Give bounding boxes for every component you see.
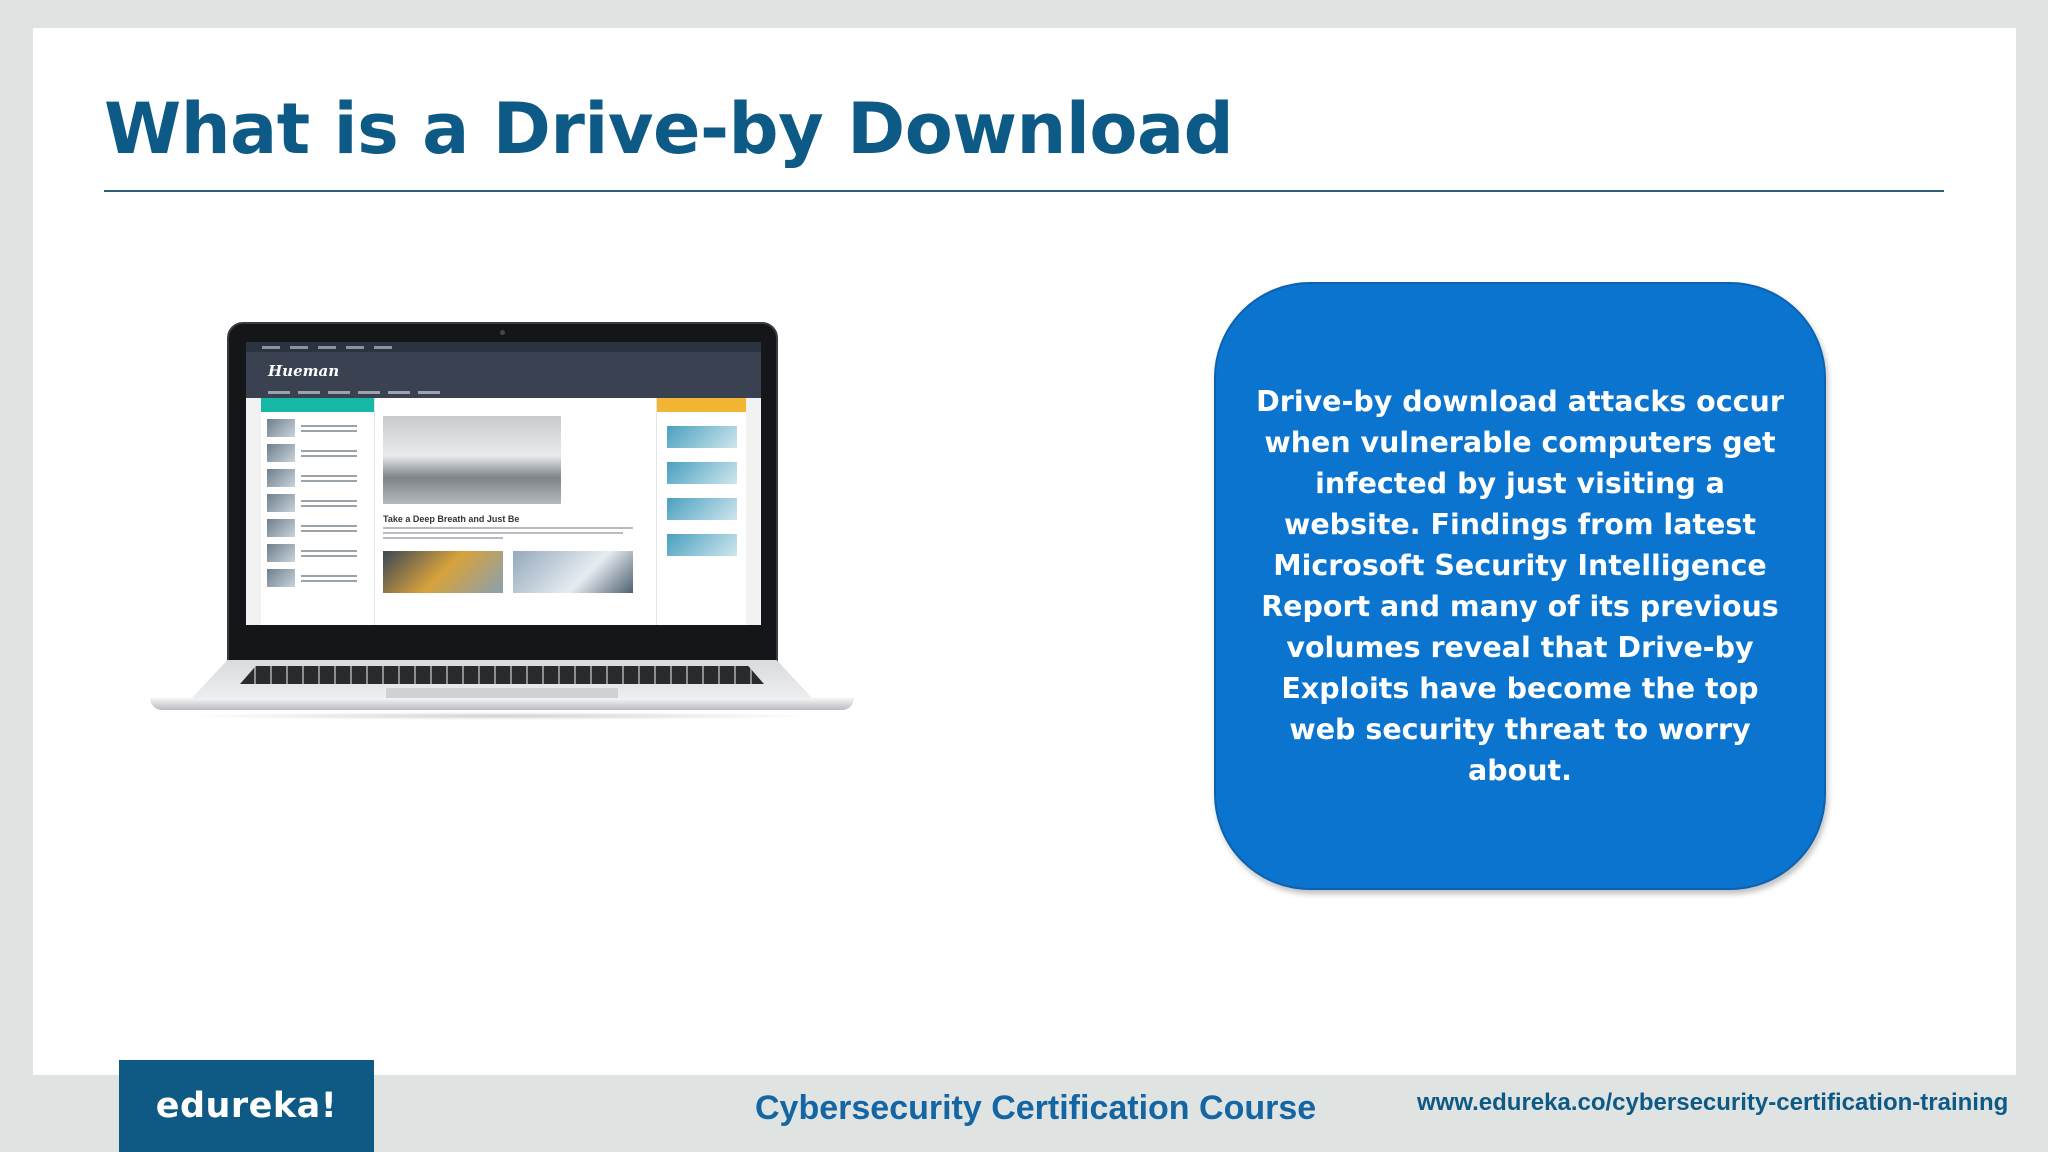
screen-site-menu	[268, 391, 440, 394]
screen-left-column	[261, 398, 375, 625]
screen-site-body	[261, 398, 746, 625]
course-title: Cybersecurity Certification Course	[755, 1089, 1317, 1127]
laptop-base	[150, 660, 854, 718]
laptop-lid	[227, 322, 778, 667]
laptop-illustration	[150, 318, 854, 738]
slide-title: What is a Drive-by Download	[104, 88, 1234, 170]
screen-hero-image	[383, 416, 561, 504]
screen-right-column	[656, 398, 746, 625]
edureka-logo	[119, 1060, 374, 1152]
course-url: www.edureka.co/cybersecurity-certification-training	[1417, 1089, 2009, 1116]
logo-text: edureka!	[155, 1086, 338, 1126]
screen-site-logo: Hueman	[268, 362, 340, 380]
title-divider	[104, 190, 1944, 192]
screen-article-title: Take a Deep Breath and Just Be	[383, 514, 520, 524]
definition-callout	[1214, 282, 1826, 890]
callout-text: Drive-by download attacks occur when vulnerable computers get infected by just visiting a website. Findings from latest Microsoft Security Intelligence Report and many of its previous volumes reveal that Drive-by Exploits have become the top web security threat to worry about.	[1256, 385, 1784, 787]
screen-site-header	[246, 352, 761, 398]
laptop-screen	[246, 342, 761, 625]
keyboard	[240, 666, 764, 684]
screen-main-column	[375, 398, 656, 625]
screen-nav-bar	[246, 342, 761, 352]
camera-icon	[500, 330, 505, 335]
